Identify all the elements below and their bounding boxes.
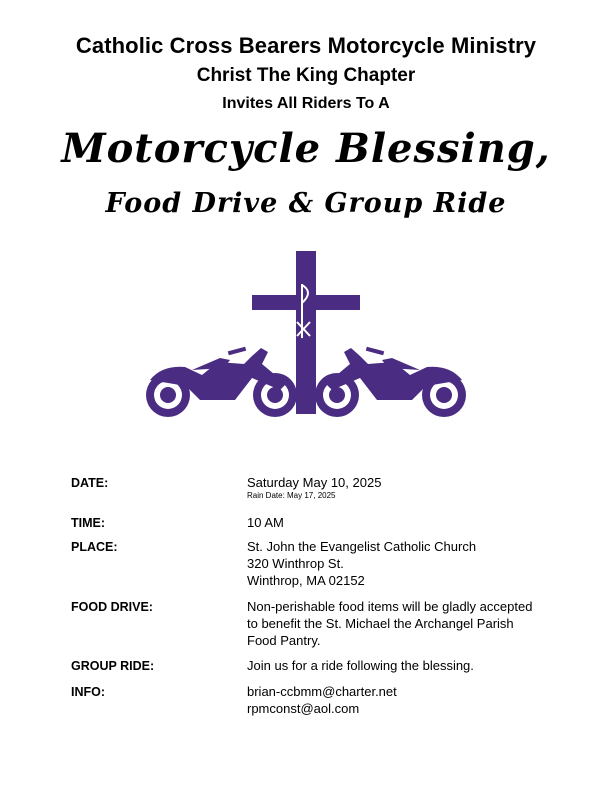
motorcycle-icon	[146, 347, 297, 417]
email-link[interactable]: brian-ccbmm@charter.net	[247, 684, 397, 699]
place-value	[247, 538, 567, 589]
food-drive-value	[247, 598, 567, 649]
date-text: Saturday May 10, 2025	[247, 475, 382, 490]
time-text: 10 AM	[247, 515, 284, 530]
time-label: TIME:	[71, 516, 106, 530]
time-value	[247, 514, 567, 531]
organization-title: Catholic Cross Bearers Motorcycle Ministry	[75, 33, 537, 58]
cross-motorcycles-graphic	[140, 248, 472, 423]
chapter-title: Christ The King Chapter	[196, 65, 416, 86]
info-value	[247, 683, 567, 717]
invitation-line: Invites All Riders To A	[222, 95, 390, 112]
event-title: Motorcycle Blessing,	[61, 125, 551, 172]
info-label: INFO:	[71, 685, 106, 699]
food-drive-line: Food Pantry.	[247, 633, 321, 648]
group-ride-label: GROUP RIDE:	[71, 659, 155, 673]
rain-date-note: Rain Date: May 17, 2025	[247, 491, 336, 500]
food-drive-line: to benefit the St. Michael the Archangel Parish	[247, 616, 514, 631]
group-ride-value	[247, 657, 567, 674]
event-subtitle: Food Drive & Group Ride	[105, 188, 507, 219]
date-value	[247, 474, 567, 501]
motorcycle-icon	[315, 347, 466, 417]
email-link[interactable]: rpmconst@aol.com	[247, 701, 360, 716]
place-label: PLACE:	[71, 540, 118, 554]
food-drive-line: Non-perishable food items will be gladly accepted	[247, 599, 533, 614]
place-line: St. John the Evangelist Catholic Church	[247, 539, 477, 554]
date-label: DATE:	[71, 476, 109, 490]
food-drive-label: FOOD DRIVE:	[71, 600, 153, 614]
place-line: 320 Winthrop St.	[247, 556, 344, 571]
group-ride-text: Join us for a ride following the blessing.	[247, 658, 474, 673]
place-line: Winthrop, MA 02152	[247, 573, 365, 588]
